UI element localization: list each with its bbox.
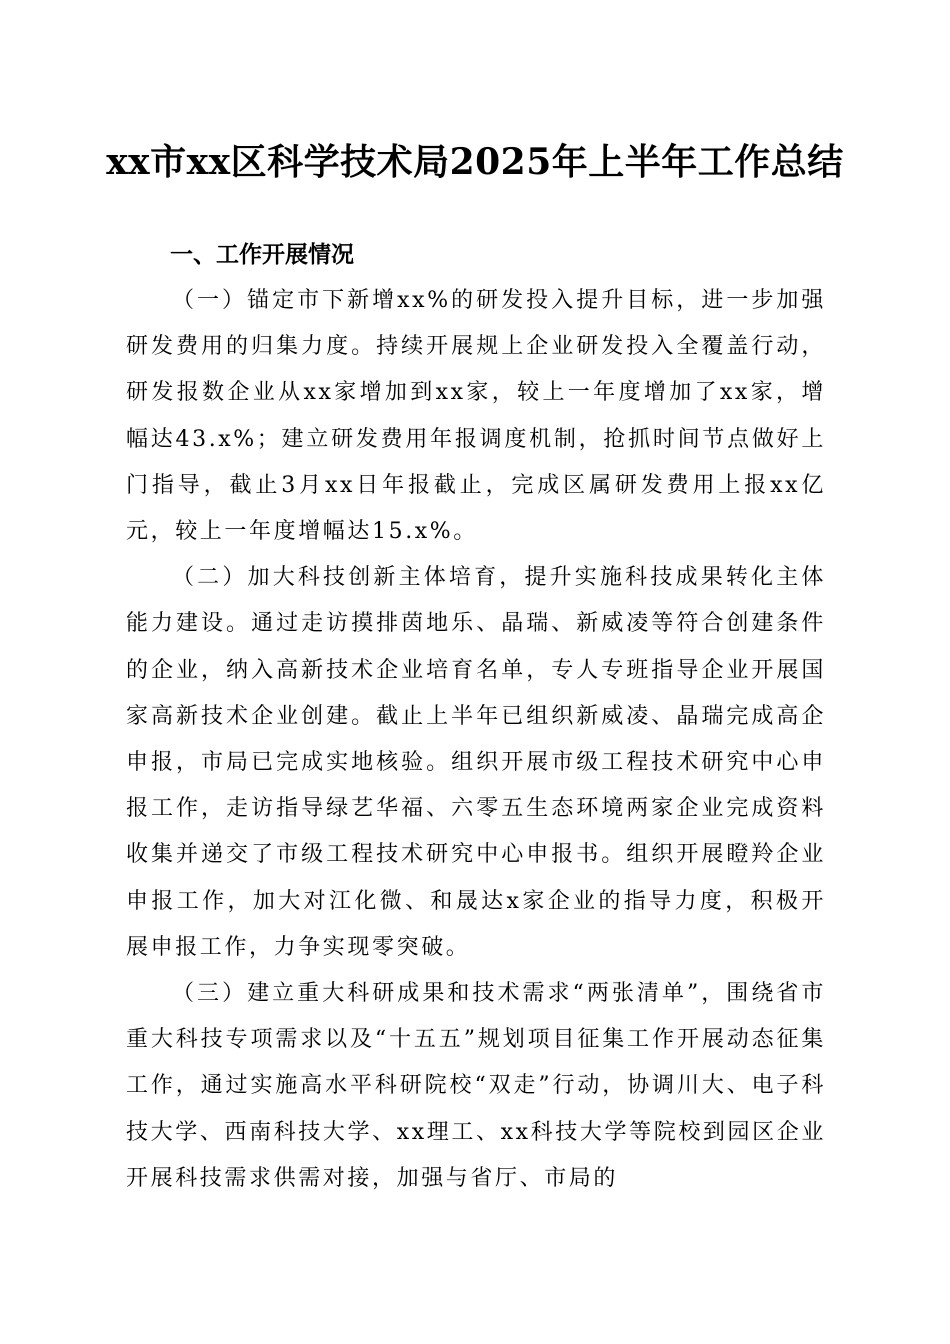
document-title: xx市xx区科学技术局2025年上半年工作总结 bbox=[106, 141, 844, 183]
paragraph-3: （三）建立重大科研成果和技术需求“两张清单”，围绕省市重大科技专项需求以及“十五五”规划项目征集工作开展动态征集工作，通过实施高水平科研院校“双走”行动，协调川大、电子科技大学、西南科技大学、xx理工、xx科技大学等院校到园区企业开展科技需求供需对接，加强与省厅、市局的 bbox=[126, 981, 826, 1191]
section-heading: 一、工作开展情况 bbox=[170, 242, 354, 268]
paragraph-1: （一）锚定市下新增xx%的研发投入提升目标，进一步加强研发费用的归集力度。持续开展规上企业研发投入全覆盖行动，研发报数企业从xx家增加到xx家，较上一年度增加了xx家，增幅达43.x%；建立研发费用年报调度机制，抢抓时间节点做好上门指导，截止3月xx日年报截止，完成区属研发费用上报xx亿元，较上一年度增幅达15.x%。 bbox=[126, 288, 826, 545]
document-body bbox=[126, 232, 826, 1202]
paragraph-2: （二）加大科技创新主体培育，提升实施科技成果转化主体能力建设。通过走访摸排茵地乐、晶瑞、新威凌等符合创建条件的企业，纳入高新技术企业培育名单，专人专班指导企业开展国家高新技术企业创建。截止上半年已组织新威凌、晶瑞完成高企申报，市局已完成实地核验。组织开展市级工程技术研究中心申报工作，走访指导绿艺华福、六零五生态环境两家企业完成资料收集并递交了市级工程技术研究中心申报书。组织开展瞪羚企业申报工作，加大对江化微、和晟达x家企业的指导力度，积极开展申报工作，力争实现零突破。 bbox=[126, 565, 826, 960]
